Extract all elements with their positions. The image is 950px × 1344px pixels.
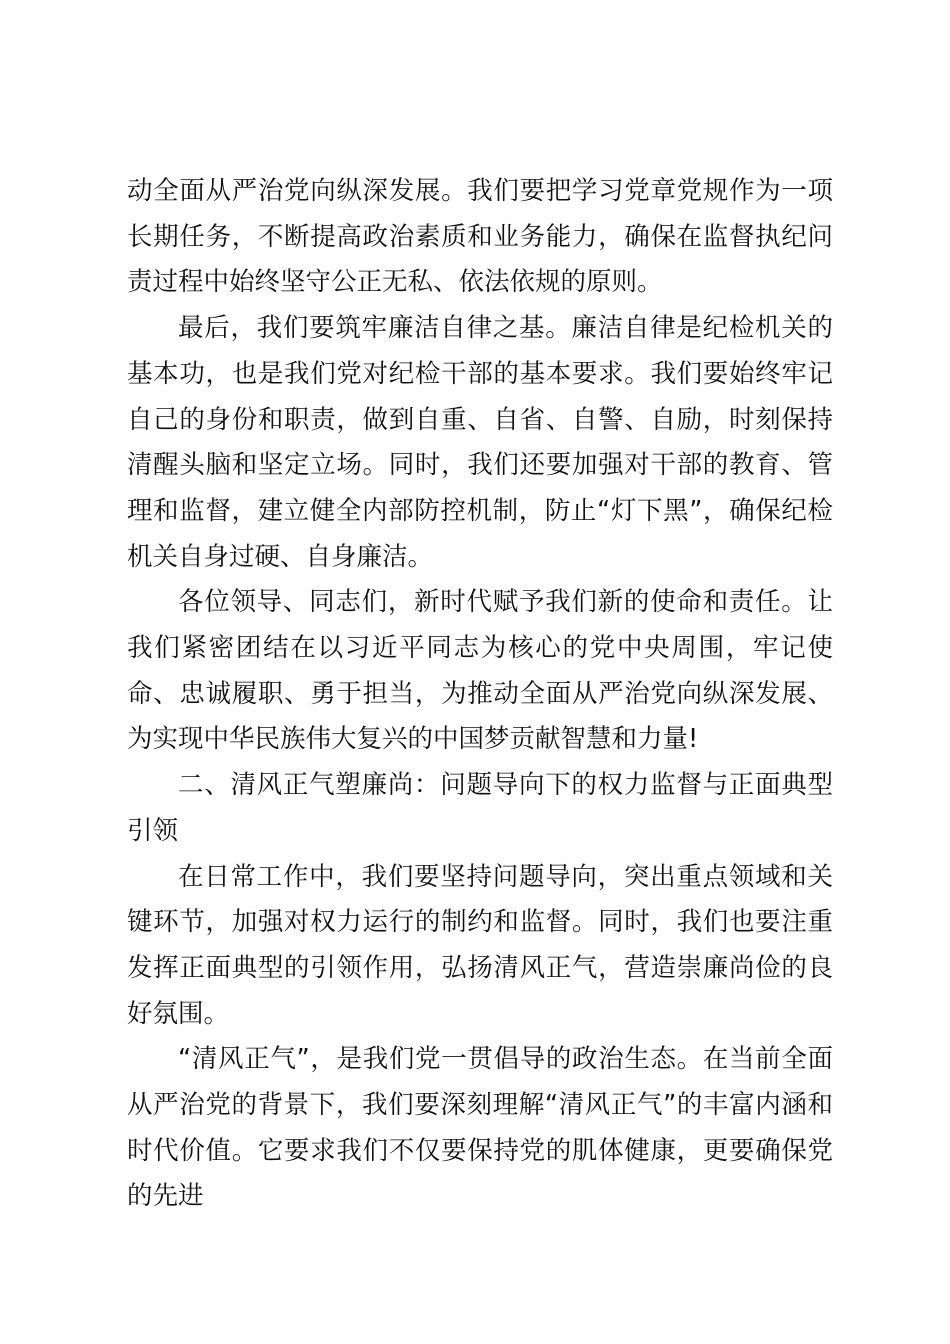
paragraph-clean-atmosphere: “清风正气”，是我们党一贯倡导的政治生态。在当前全面从严治党的背景下，我们要深刻理解“清风正气”的丰富内涵和时代价值。它要求我们不仅要保持党的肌体健康，更要确保党的先进 <box>127 1044 833 1212</box>
document-body <box>127 169 833 1220</box>
paragraph-integrity-self-discipline: 最后，我们要筑牢廉洁自律之基。廉洁自律是纪检机关的基本功，也是我们党对纪检干部的基本要求。我们要始终牢记自己的身份和职责，做到自重、自省、自警、自励，时刻保持清醒头脑和坚定立场。同时，我们还要加强对干部的教育、管理和监督，建立健全内部防控机制，防止“灯下黑”，确保纪检机关自身过硬、自身廉洁。 <box>127 313 833 572</box>
section-heading-two: 二、清风正气塑廉尚：问题导向下的权力监督与正面典型引领 <box>127 770 833 846</box>
paragraph-problem-orientation: 在日常工作中，我们要坚持问题导向，突出重点领域和关键环节，加强对权力运行的制约和监督。同时，我们也要注重发挥正面典型的引领作用，弘扬清风正气，营造崇廉尚俭的良好氛围。 <box>127 861 833 1029</box>
paragraph-closing-call: 各位领导、同志们，新时代赋予我们新的使命和责任。让我们紧密团结在以习近平同志为核心的党中央周围，牢记使命、忠诚履职、勇于担当，为推动全面从严治党向纵深发展、为实现中华民族伟大复兴的中国梦贡献智慧和力量! <box>127 587 833 755</box>
paragraph-continuation: 动全面从严治党向纵深发展。我们要把学习党章党规作为一项长期任务，不断提高政治素质和业务能力，确保在监督执纪问责过程中始终坚守公正无私、依法依规的原则。 <box>127 176 833 298</box>
